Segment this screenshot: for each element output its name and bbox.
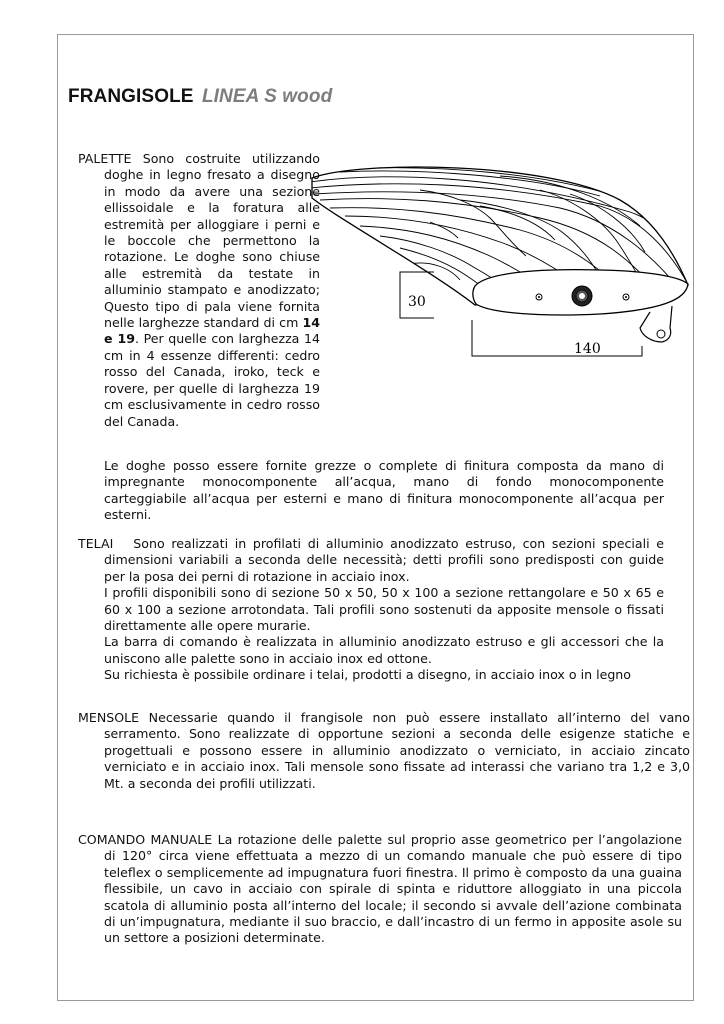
telai-p4: Su richiesta è possibile ordinare i telai, prodotti a disegno, in acciaio inox o in legno xyxy=(104,667,631,683)
width-dimension-line xyxy=(472,320,642,356)
palette-label: PALETTE xyxy=(78,151,132,166)
mensole-text: Necessarie quando il frangisole non può essere installato all’interno del vano serramento. Sono realizzate di opportune sezioni a seconda delle esigenze statiche e progettuali e possono essere in alluminio anodizzato o verniciato, in acciaio zincato verniciato e in acciaio inox. Tali mensole sono fissate ad interassi che variano tra 1,2 e 3,0 Mt. a seconda dei profili utilizzati. xyxy=(104,710,690,791)
section-mensole xyxy=(78,710,690,792)
page-title xyxy=(68,86,332,108)
telai-first xyxy=(78,536,664,585)
height-dimension: 30 xyxy=(408,294,426,310)
comando-text: La rotazione delle palette sul proprio asse geometrico per l’angolazione di 120° circa viene effettuata a mezzo di un comando manuale che può essere di tipo teleflex o semplicemente ad impugnatura fuori finestra. Il primo è composto da una guaina flessibile, un cavo in acciaio con spirale di spinta e riduttore alloggiato in una piccola scatola di alluminio posta all’interno del locale; il secondo si avvale dell’azione combinata di un’impugnatura, mediante il suo braccio, e dall’incastro di un fermo in apposite asole su un settore a posizioni determinate. xyxy=(104,832,682,946)
comando-label: COMANDO MANUALE xyxy=(78,832,213,847)
telai-label: TELAI xyxy=(78,536,114,551)
palette-text-b: . Per quelle con larghezza 14 cm in 4 essenze differenti: cedro rosso del Canada, iroko, teck e rovere, per quelle di larghezza 19 cm esclusivamente in cedro rosso del Canada. xyxy=(104,331,321,429)
palette-text-a: Sono costruite utilizzando doghe in legno fresato a disegno in modo da avere una sezione ellissoidale e la foratura alle estremità per alloggiare i perni e le boccole che permettono la rotazione. Le doghe sono chiuse alle estremità da testate in alluminio stampato e anodizzato; Questo tipo di pala viene fornita nelle larghezze standard di cm xyxy=(104,151,320,331)
palette-sizes: 14 e 19 xyxy=(104,315,320,347)
section-comando xyxy=(78,832,682,947)
title-main: FRANGISOLE xyxy=(68,86,194,107)
connecting-arm xyxy=(640,306,672,342)
mensole-label: MENSOLE xyxy=(78,710,140,725)
telai-p1: Sono realizzati in profilati di alluminio anodizzato estruso, con sezioni speciali e dimensioni variabili a seconda delle necessità; detti profili sono predisposti con guide per la posa dei perni di rotazione in acciaio inox. xyxy=(104,536,665,584)
width-dimension: 140 xyxy=(574,341,601,357)
telai-p3: La barra di comando è realizzata in alluminio anodizzato estruso e gli accessori che la uniscono alle palette sono in acciaio inox ed ottone. xyxy=(104,634,664,666)
title-subtitle: LINEA S wood xyxy=(201,86,333,107)
palette-text-c: Le doghe posso essere fornite grezze o complete di finitura composta da mano di impregnante monocomponente all’acqua, mano di fondo monocomponente carteggiabile all’acqua per esterni e mano di finitura monocomponente all’acqua per esterni. xyxy=(104,458,664,523)
arm-hole xyxy=(657,330,665,338)
section-telai xyxy=(78,536,664,684)
telai-p2: I profili disponibili sono di sezione 50 x 50, 50 x 100 a sezione rettangolare e 50 x 65 e 60 x 100 a sezione arrotondata. Tali profili sono sostenuti da apposite mensole o fissati direttamente alle opere murarie. xyxy=(104,585,664,634)
section-palette xyxy=(78,151,320,430)
palette-finishing xyxy=(78,458,664,524)
slat-drawing xyxy=(300,160,692,365)
